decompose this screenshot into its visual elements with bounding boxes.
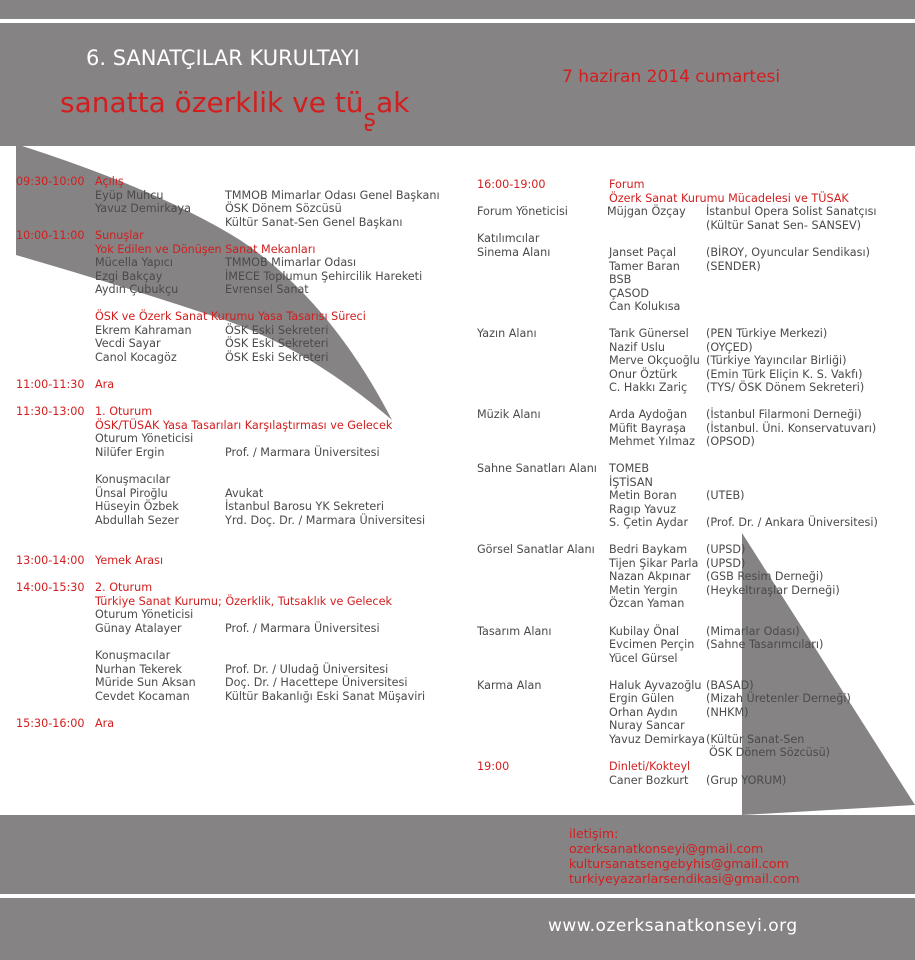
session1-subtitle: ÖSK/TÜSAK Yasa Tasarıları Karşılaştırması ve Gelecek: [95, 419, 393, 432]
participant-name: Evcimen Perçin: [609, 638, 695, 651]
speaker-name: Hüseyin Özbek: [95, 500, 179, 513]
speaker-role: İMECE Toplumun Şehircilik Hareketi: [225, 270, 423, 283]
participant-name: Bedri Baykam: [609, 543, 688, 556]
speaker-role: Prof. Dr. / Uludağ Üniversitesi: [225, 663, 389, 676]
participant-name: Nazan Akpınar: [609, 570, 691, 583]
presentations-subtitle: Yok Edilen ve Dönüşen Sanat Mekanları: [95, 243, 316, 256]
closing-org: (Grup YORUM): [706, 774, 787, 787]
participant-name: Yücel Gürsel: [609, 652, 678, 665]
area-label-literature: Yazın Alanı: [477, 327, 537, 340]
break2-title: Ara: [95, 717, 115, 730]
participant-name: Arda Aydoğan: [609, 408, 688, 421]
opening-time: 09:30-10:00: [16, 175, 85, 188]
lunch-title: Yemek Arası: [95, 554, 164, 567]
presentations-time: 10:00-11:00: [16, 229, 85, 242]
session2-title: 2. Oturum: [95, 581, 153, 594]
contact-email[interactable]: ozerksanatkonseyi@gmail.com: [569, 841, 764, 856]
participant-org: (BASAD): [706, 679, 754, 692]
participant-name: Onur Öztürk: [609, 368, 678, 381]
speaker-role: Kültür Bakanlığı Eski Sanat Müşaviri: [225, 690, 426, 703]
event-date: 7 haziran 2014 cumartesi: [562, 67, 781, 87]
speakers-label: Konuşmacılar: [95, 473, 171, 486]
participant-org: (TYS/ ÖSK Dönem Sekreteri): [706, 381, 865, 394]
closing-time: 19:00: [477, 760, 510, 773]
participant-org: (GSB Resim Derneği): [706, 570, 824, 583]
footer-rule: [0, 894, 915, 898]
moderator-name: Günay Atalayer: [95, 622, 182, 635]
participant-name: Yavuz Demirkaya: [609, 733, 706, 746]
participant-name: Nazif Uslu: [609, 341, 665, 354]
lunch-time: 13:00-14:00: [16, 554, 85, 567]
contact-email[interactable]: kultursanatsengebyhis@gmail.com: [569, 856, 789, 871]
participant-name: Ergin Gülen: [609, 692, 675, 705]
area-label-mixed: Karma Alan: [477, 679, 542, 692]
speaker-role: Evrensel Sanat: [225, 283, 309, 296]
moderator-role: Prof. / Marmara Üniversitesi: [225, 622, 380, 635]
speaker-name: Abdullah Sezer: [95, 514, 180, 527]
speaker-role: Doç. Dr. / Hacettepe Üniversitesi: [225, 676, 408, 689]
slogan: [60, 86, 410, 132]
participant-name: Nuray Sancar: [609, 719, 685, 732]
speaker-name: Nurhan Tekerek: [95, 663, 182, 676]
session1-time: 11:30-13:00: [16, 405, 85, 418]
presentations-title: Sunuşlar: [95, 229, 144, 242]
speaker-role: Yrd. Doç. Dr. / Marmara Üniversitesi: [225, 514, 426, 527]
participant-org: (Heykeltıraşlar Derneği): [706, 584, 840, 597]
forum-moderator-role2: (Kültür Sanat Sen- SANSEV): [706, 219, 862, 232]
speaker-name: Müride Sun Aksan: [95, 676, 196, 689]
moderator-name: Nilüfer Ergin: [95, 446, 165, 459]
participant-org: (UPSD): [706, 543, 746, 556]
participant-org: (UPSD): [706, 557, 746, 570]
forum-moderator-label: Forum Yöneticisi: [477, 205, 568, 218]
speaker-role: ÖSK Eski Sekreteri: [225, 337, 329, 350]
speaker-role: İstanbul Barosu YK Sekreteri: [225, 500, 384, 513]
moderator-role: Prof. / Marmara Üniversitesi: [225, 446, 380, 459]
participant-name: Özcan Yaman: [609, 597, 685, 610]
participant-name: Müfit Bayraşa: [609, 422, 687, 435]
participant-org: (Sahne Tasarımcıları): [706, 638, 824, 651]
forum-subtitle: Özerk Sanat Kurumu Mücadelesi ve TÜSAK: [609, 192, 849, 205]
break1-title: Ara: [95, 378, 115, 391]
moderator-label: Oturum Yöneticisi: [95, 432, 194, 445]
speaker-role: TMMOB Mimarlar Odası Genel Başkanı: [225, 189, 440, 202]
speaker-name: Mücella Yapıcı: [95, 256, 174, 269]
slogan-glyph: ʂ: [363, 104, 377, 132]
speaker-role: Kültür Sanat-Sen Genel Başkanı: [225, 216, 403, 229]
speaker-name: Cevdet Kocaman: [95, 690, 190, 703]
forum-time: 16:00-19:00: [477, 178, 546, 191]
participant-name: Tarık Günersel: [609, 327, 689, 340]
event-title: 6. SANATÇILAR KURULTAYI: [86, 46, 360, 70]
forum-title: Forum: [609, 178, 645, 191]
participant-org: (İstanbul. Üni. Konservatuvarı): [706, 422, 877, 435]
opening-title: Açılış: [95, 175, 124, 188]
speaker-name: Ünsal Piroğlu: [95, 487, 168, 500]
participant-org-extra: ÖSK Dönem Sözcüsü): [709, 746, 831, 759]
slogan-tail: ak: [376, 86, 410, 119]
session1-title: 1. Oturum: [95, 405, 153, 418]
participant-org: (NHKM): [706, 706, 749, 719]
speaker-name: Ekrem Kahraman: [95, 324, 192, 337]
participant-name: Tamer Baran: [609, 260, 680, 273]
participant-name: Metin Boran: [609, 489, 677, 502]
contact-email[interactable]: turkiyeyazarlarsendikasi@gmail.com: [569, 871, 800, 886]
presentations-subtitle2: ÖSK ve Özerk Sanat Kurumu Yasa Tasarısı Süreci: [95, 310, 366, 323]
forum-moderator-name: Müjgan Özçay: [607, 205, 686, 218]
speakers-label: Konuşmacılar: [95, 649, 171, 662]
session2-time: 14:00-15:30: [16, 581, 85, 594]
participant-name: BSB: [609, 273, 632, 286]
participant-name: Haluk Ayvazoğlu: [609, 679, 702, 692]
contact-label: iletişim:: [569, 826, 619, 841]
participant-org: (OYÇED): [706, 341, 753, 354]
participants-label: Katılımcılar: [477, 232, 540, 245]
participant-org: (OPSOD): [706, 435, 755, 448]
speaker-name: Canol Kocagöz: [95, 351, 177, 364]
closing-title: Dinleti/Kokteyl: [609, 760, 691, 773]
participant-name: S. Çetin Aydar: [609, 516, 689, 529]
participant-org: (Emin Türk Eliçin K. S. Vakfı): [706, 368, 863, 381]
participant-org: (UTEB): [706, 489, 745, 502]
participant-name: İŞTİSAN: [609, 476, 653, 489]
break1-time: 11:00-11:30: [16, 378, 85, 391]
break2-time: 15:30-16:00: [16, 717, 85, 730]
participant-name: Tijen Şikar Parla: [609, 557, 699, 570]
footer-band: [0, 815, 915, 960]
participant-org: (İstanbul Filarmoni Derneği): [706, 408, 862, 421]
website-link[interactable]: www.ozerksanatkonseyi.org: [548, 916, 798, 936]
participant-name: Orhan Aydın: [609, 706, 678, 719]
participant-name: C. Hakkı Zariç: [609, 381, 688, 394]
session2-subtitle: Türkiye Sanat Kurumu; Özerklik, Tutsaklık ve Gelecek: [95, 595, 392, 608]
participant-name: Janset Paçal: [609, 246, 677, 259]
closing-name: Caner Bozkurt: [609, 774, 689, 787]
participant-org: (Mizah Üretenler Derneği): [706, 692, 851, 705]
participant-name: Can Kolukısa: [609, 300, 681, 313]
area-label-cinema: Sinema Alanı: [477, 246, 551, 259]
participant-org: (Mimarlar Odası): [706, 625, 800, 638]
speaker-role: ÖSK Eski Sekreteri: [225, 351, 329, 364]
area-label-design: Tasarım Alanı: [477, 625, 552, 638]
speaker-name: Aydın Çubukçu: [95, 283, 179, 296]
participant-org: (PEN Türkiye Merkezi): [706, 327, 828, 340]
area-label-visual: Görsel Sanatlar Alanı: [477, 543, 595, 556]
participant-name: Metin Yergin: [609, 584, 678, 597]
participant-org: (SENDER): [706, 260, 761, 273]
participant-name: Kubilay Önal: [609, 625, 680, 638]
participant-name: Merve Okçuoğlu: [609, 354, 700, 367]
participant-name: Ragıp Yavuz: [609, 503, 676, 516]
speaker-role: TMMOB Mimarlar Odası: [225, 256, 357, 269]
participant-name: Mehmet Yılmaz: [609, 435, 696, 448]
area-label-stage: Sahne Sanatları Alanı: [477, 462, 597, 475]
participant-name: TOMEB: [609, 462, 650, 475]
speaker-role: ÖSK Dönem Sözcüsü: [225, 202, 342, 215]
area-label-music: Müzik Alanı: [477, 408, 541, 421]
speaker-name: Vecdi Sayar: [95, 337, 161, 350]
slogan-main: sanatta özerklik ve tü: [60, 86, 364, 119]
speaker-name: Yavuz Demirkaya: [95, 202, 192, 215]
participant-org: (BİROY, Oyuncular Sendikası): [706, 246, 870, 259]
forum-moderator-role: İstanbul Opera Solist Sanatçısı: [706, 205, 877, 218]
speaker-role: ÖSK Eski Sekreteri: [225, 324, 329, 337]
participant-org: (Prof. Dr. / Ankara Üniversitesi): [706, 516, 878, 529]
moderator-label: Oturum Yöneticisi: [95, 608, 194, 621]
speaker-name: Eyüp Muhcu: [95, 189, 164, 202]
participant-name: ÇASOD: [609, 287, 649, 300]
speaker-name: Ezgi Bakçay: [95, 270, 163, 283]
participant-org: (Türkiye Yayıncılar Birliği): [706, 354, 847, 367]
speaker-role: Avukat: [225, 487, 264, 500]
participant-org: (Kültür Sanat-Sen: [706, 733, 805, 746]
